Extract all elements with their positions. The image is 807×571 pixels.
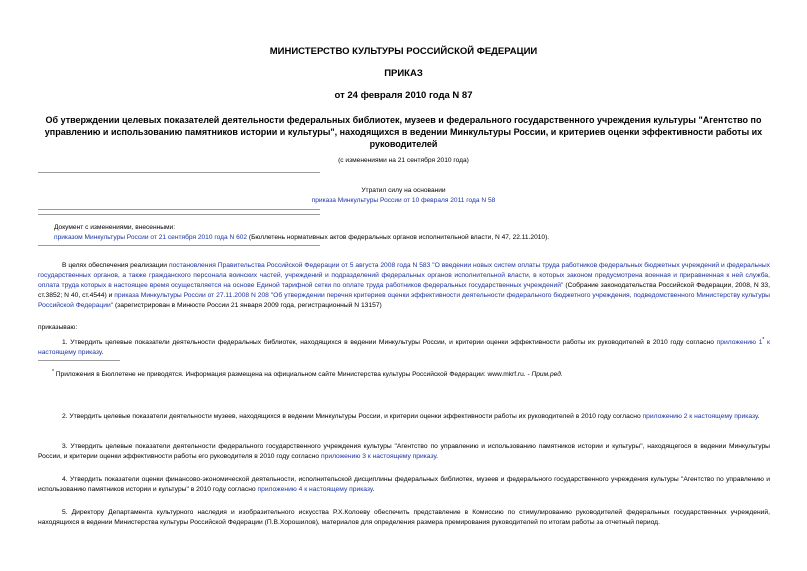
order-item-4 (38, 475, 770, 495)
divider (38, 214, 320, 215)
item-text: 1. Утвердить целевые показатели деятельности федеральных библиотек, находящихся в ведении Минкультуры России, и критерии оценки эффективности работы их руководителей в 2010 году согласно (62, 339, 717, 347)
amendment-source: (Бюллетень нормативных актов федеральных органов исполнительной власти, N 47, 22.11.2010). (247, 234, 550, 241)
item-end: . (436, 453, 438, 460)
item-text: 4. Утвердить показатели оценки финансово-экономической деятельности, исполнительской дисциплины федеральных библиотек, музеев и федерального государственного учреждения культуры "Агентство по управлению и использованию памятников истории и культуры" в 2010 году согласно (38, 476, 770, 493)
revision-note: (с изменениями на 21 сентября 2010 года) (338, 157, 469, 164)
divider (38, 172, 320, 173)
appendix-4-link[interactable]: приложению 4 к настоящему приказу (257, 486, 373, 493)
divider (38, 245, 320, 246)
item-end: . (372, 486, 375, 493)
changes-line (54, 233, 774, 243)
amendment-link[interactable]: приказом Минкультуры России от 21 сентября 2010 года N 602 (54, 234, 248, 241)
item-end: . (101, 349, 104, 357)
preamble-paragraph (38, 261, 770, 311)
appendix-2-link[interactable]: приложению 2 к настоящему приказу (642, 413, 758, 420)
item-end: . (757, 413, 760, 420)
ministry-heading: МИНИСТЕРСТВО КУЛЬТУРЫ РОССИЙСКОЙ ФЕДЕРАЦИИ (269, 46, 538, 57)
ministry-order-link[interactable]: приказа Минкультуры России от 27.11.2008 N 208 "Об утверждении перечня критериев оценки эффективности деятельности федерального бюджетного учреждения, подведомственного Министерству культуры Российской Федерации" (38, 292, 770, 309)
status-line: Утратил силу на основании (361, 187, 446, 194)
order-item-3 (38, 442, 770, 462)
appendix-1-link-tail[interactable]: к настоящему приказу (38, 339, 770, 357)
footnote-ref: * (762, 337, 765, 343)
item-text: 3. Утвердить целевые показатели деятельности федерального государственного учреждения культуры "Агентство по управлению и использованию памятников истории и культуры", находящегося в ведении Минкультуры России, и критерии оценки эффективности работы его руководителя в 2010 году согласно (38, 443, 770, 460)
document-title: Об утверждении целевых показателей деятельности федеральных библиотек, музеев и федерального государственного учреждения культуры "Агентство по управлению и использованию памятников истории и культуры", находящихся в ведении Минкультуры России, и критериев оценки эффективности работы их руководителей (44, 115, 763, 149)
preamble-text: (зарегистрирован в Минюсте России 21 января 2009 года, регистрационный N 13157) (113, 302, 382, 309)
divider (38, 209, 320, 210)
order-item-5: 5. Директору Департамента культурного наследия и изобразительного искусства Р.Х.Колоеву обеспечить представление в Комиссию по стимулированию руководителей федеральных государственных учреждений, находящихся в ведении Министерства культуры Российской Федерации (П.В.Хорошилов), материалов для определения размера премирования руководителей по итогам работы за отчетный период. (38, 509, 770, 526)
footnote (52, 367, 772, 380)
government-decree-link[interactable]: постановления Правительства Российской Федерации от 5 августа 2008 года N 583 "О введении новых систем оплаты труда работников федеральных бюджетных учреждений и федеральных государственных органов, а также гражданского персонала воинских частей, учреждений и подразделений федеральных органов исполнительной власти, в которых законом предусмотрена военная и приравненная к ней служба, оплата труда которых в настоящее время осуществляется на основе Единой тарифной сетки по оплате труда работников федеральных государственных учреждений" (38, 262, 770, 289)
order-item-2 (38, 412, 770, 422)
item-text: 2. Утвердить целевые показатели деятельности музеев, находящихся в ведении Минкультуры России, и критерии оценки эффективности работы их руководителей в 2010 году согласно (62, 413, 643, 420)
doc-type-heading: ПРИКАЗ (384, 68, 423, 79)
date-line: от 24 февраля 2010 года N 87 (334, 90, 473, 101)
order-item-1 (38, 335, 770, 358)
footnote-divider (38, 360, 120, 361)
footnote-text: Приложения в Бюллетене не приводятся. Информация размещена на официальном сайте Министерства культуры Российской Федерации: www.mkrf.ru. - (53, 371, 532, 379)
repeal-link[interactable]: приказа Минкультуры России от 10 февраля 2011 года N 58 (311, 197, 496, 204)
preamble-text: В целях обеспечения реализации (62, 262, 169, 269)
preamble-text: (Собрание законодательства Российской Федерации, 2008, N 33, ст.3852; N 40, ст.4544) и (38, 282, 770, 299)
footnote-editor-note: Прим.ред. (531, 371, 563, 379)
footnote-mark: * (52, 369, 54, 375)
appendix-1-link[interactable]: приложению 1 (716, 339, 763, 347)
order-word: приказываю: (38, 324, 78, 331)
appendix-3-link[interactable]: приложению 3 к настоящему приказу (321, 453, 437, 460)
changes-intro: Документ с изменениями, внесенными: (54, 224, 176, 231)
